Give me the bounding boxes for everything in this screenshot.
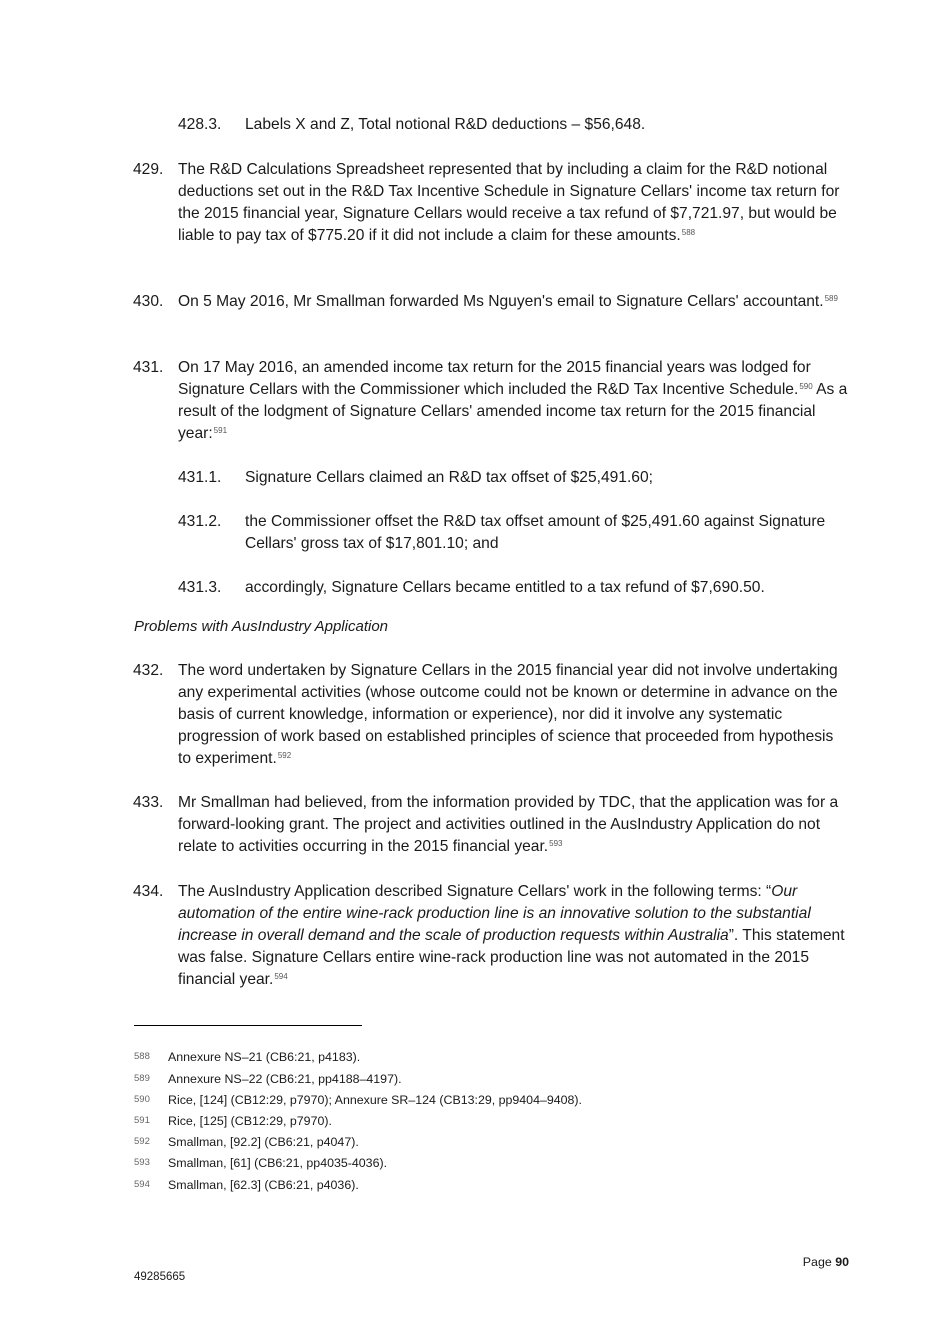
paragraph-text: Mr Smallman had believed, from the information provided by TDC, that the application was for a forward-looking grant. The project and activities outlined in the AusIndustry Application do not relate to activities occurring in the 2015 financial year. — [178, 794, 839, 855]
footnote-number: 588 — [134, 1051, 150, 1062]
paragraph-number: 434. — [133, 883, 164, 900]
paragraph-text: Labels X and Z, Total notional R&D deductions – $56,648. — [245, 116, 646, 133]
paragraph-text-cont: As a result of the lodgment of Signature Cellars' amended income tax return for the 2015 financial year: — [178, 381, 848, 442]
footnote-ref[interactable]: 591 — [213, 426, 228, 435]
page-number-value: 90 — [835, 1255, 849, 1269]
paragraph-number: 430. — [133, 293, 164, 310]
paragraph-text: On 5 May 2016, Mr Smallman forwarded Ms Nguyen's email to Signature Cellars' accountant. — [178, 293, 824, 310]
paragraph-text: The AusIndustry Application described Signature Cellars' work in the following terms: “ — [178, 883, 772, 900]
footnote-separator — [134, 1025, 362, 1026]
paragraph-text: The word undertaken by Signature Cellars in the 2015 financial year did not involve undertaking any experimental activities (whose outcome could not be known or determine in advance on the basis of current knowledge, information or experience), nor did it involve any systematic progression of work based on established principles of science that proceeded from hypothesis to experiment. — [178, 662, 838, 767]
paragraph-number: 431. — [133, 359, 164, 376]
footnote-ref[interactable]: 594 — [274, 972, 288, 981]
page-label: Page — [802, 1255, 832, 1269]
paragraph-text: Signature Cellars claimed an R&D tax offset of $25,491.60; — [245, 469, 653, 486]
footnote-ref[interactable]: 592 — [277, 751, 292, 760]
footnote-text: Smallman, [92.2] (CB6:21, p4047). — [168, 1135, 359, 1149]
footnote-number: 590 — [134, 1094, 150, 1105]
footnote-number: 591 — [134, 1115, 150, 1126]
document-id: 49285665 — [134, 1271, 186, 1283]
paragraph-number: 432. — [133, 662, 164, 679]
paragraph-text: The R&D Calculations Spreadsheet represented that by including a claim for the R&D notional deductions set out in the R&D Tax Incentive Schedule in Signature Cellars' income tax return for the 2015 financial year, Signature Cellars would receive a tax refund of $7,721.97, but would be liable to pay tax of $775.20 if it did not include a claim for these amounts. — [178, 161, 840, 244]
footnote-ref[interactable]: 590 — [799, 382, 813, 391]
paragraph-text: accordingly, Signature Cellars became entitled to a tax refund of $7,690.50. — [245, 579, 765, 596]
paragraph-text-cont: ”. This statement was false. Signature Cellars entire wine-rack production line was not automated in the 2015 financial year. — [178, 927, 845, 988]
footnote-number: 592 — [134, 1136, 150, 1147]
paragraph-text: On 17 May 2016, an amended income tax return for the 2015 financial years was lodged for Signature Cellars with the Commissioner which included the R&D Tax Incentive Schedule. — [178, 359, 811, 398]
footnote-text: Rice, [124] (CB12:29, p7970); Annexure SR–124 (CB13:29, pp9404–9408). — [168, 1093, 582, 1107]
paragraph-number: 431.2. — [178, 513, 222, 530]
paragraph-number: 431.3. — [178, 579, 222, 596]
footnote-text: Rice, [125] (CB12:29, p7970). — [168, 1114, 332, 1128]
footnote-text: Smallman, [62.3] (CB6:21, p4036). — [168, 1178, 359, 1192]
footnote-ref[interactable]: 593 — [549, 839, 563, 848]
paragraph-number: 431.1. — [178, 469, 222, 486]
footnote-number: 589 — [134, 1073, 150, 1084]
footnote-text: Annexure NS–21 (CB6:21, p4183). — [168, 1050, 361, 1064]
footnote-text: Annexure NS–22 (CB6:21, pp4188–4197). — [168, 1072, 402, 1086]
page-number — [803, 1255, 849, 1269]
footnote-ref[interactable]: 589 — [824, 294, 838, 303]
paragraph-number: 428.3. — [178, 116, 222, 133]
paragraph-number: 433. — [133, 794, 164, 811]
quoted-statement: Our automation of the entire wine-rack production line is an innovative solution to the substantial increase in overall demand and the scale of production requests within Australia — [178, 883, 811, 944]
footnote-number: 594 — [134, 1179, 150, 1190]
section-heading: Problems with AusIndustry Application — [134, 618, 389, 635]
footnote-number: 593 — [134, 1157, 150, 1168]
paragraph-number: 429. — [133, 161, 164, 178]
footnote-text: Smallman, [61] (CB6:21, pp4035-4036). — [168, 1156, 388, 1170]
paragraph-text: the Commissioner offset the R&D tax offset amount of $25,491.60 against Signature Cellars' gross tax of $17,801.10; and — [245, 513, 826, 552]
footnote-ref[interactable]: 588 — [681, 228, 696, 237]
